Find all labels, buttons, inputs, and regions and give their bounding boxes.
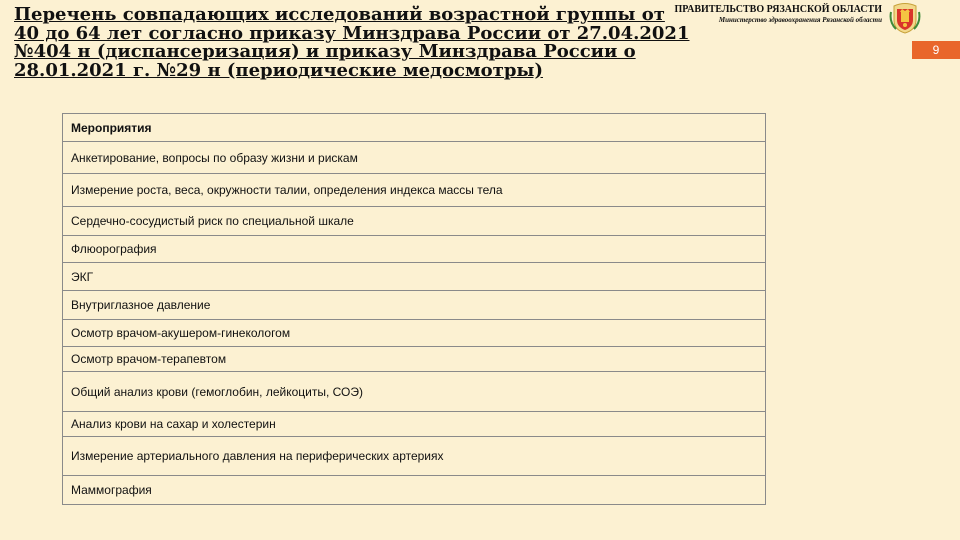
table-cell: Общий анализ крови (гемоглобин, лейкоциты, СОЭ) xyxy=(63,372,766,412)
table-header-cell: Мероприятия xyxy=(63,114,766,142)
table-row xyxy=(63,263,766,291)
table-header-row xyxy=(63,114,766,142)
table-row xyxy=(63,437,766,476)
table-row xyxy=(63,142,766,174)
table-cell: Флюорография xyxy=(63,236,766,263)
table-row xyxy=(63,476,766,505)
table-cell: Анализ крови на сахар и холестерин xyxy=(63,412,766,437)
table-row xyxy=(63,207,766,236)
table-cell: Сердечно-сосудистый риск по специальной шкале xyxy=(63,207,766,236)
table-row xyxy=(63,291,766,320)
table-cell: Анкетирование, вопросы по образу жизни и рискам xyxy=(63,142,766,174)
slide-title: Перечень совпадающих исследований возрастной группы от 40 до 64 лет согласно приказу Минздрава России от 27.04.2021 №404 н (диспансеризация) и приказу Минздрава России о 28.01.2021 г. №29 н (периодические медосмотры) xyxy=(14,4,690,81)
table-cell: Измерение артериального давления на периферических артериях xyxy=(63,437,766,476)
org-subtitle: Министерство здравоохранения Рязанской области xyxy=(718,16,882,24)
table-cell: Внутриглазное давление xyxy=(63,291,766,320)
table-cell: ЭКГ xyxy=(63,263,766,291)
table-row xyxy=(63,320,766,347)
table-cell: Измерение роста, веса, окружности талии, определения индекса массы тела xyxy=(63,174,766,207)
org-name: ПРАВИТЕЛЬСТВО РЯЗАНСКОЙ ОБЛАСТИ xyxy=(674,4,882,15)
page-number-badge: 9 xyxy=(912,41,960,59)
table-cell: Осмотр врачом-акушером-гинекологом xyxy=(63,320,766,347)
table-row xyxy=(63,372,766,412)
coat-of-arms-icon xyxy=(888,2,922,34)
table-row xyxy=(63,174,766,207)
table-cell: Осмотр врачом-терапевтом xyxy=(63,347,766,372)
measures-table xyxy=(62,113,766,505)
table-row xyxy=(63,412,766,437)
table-row xyxy=(63,236,766,263)
org-header xyxy=(652,4,882,25)
table-cell: Маммография xyxy=(63,476,766,505)
table-row xyxy=(63,347,766,372)
